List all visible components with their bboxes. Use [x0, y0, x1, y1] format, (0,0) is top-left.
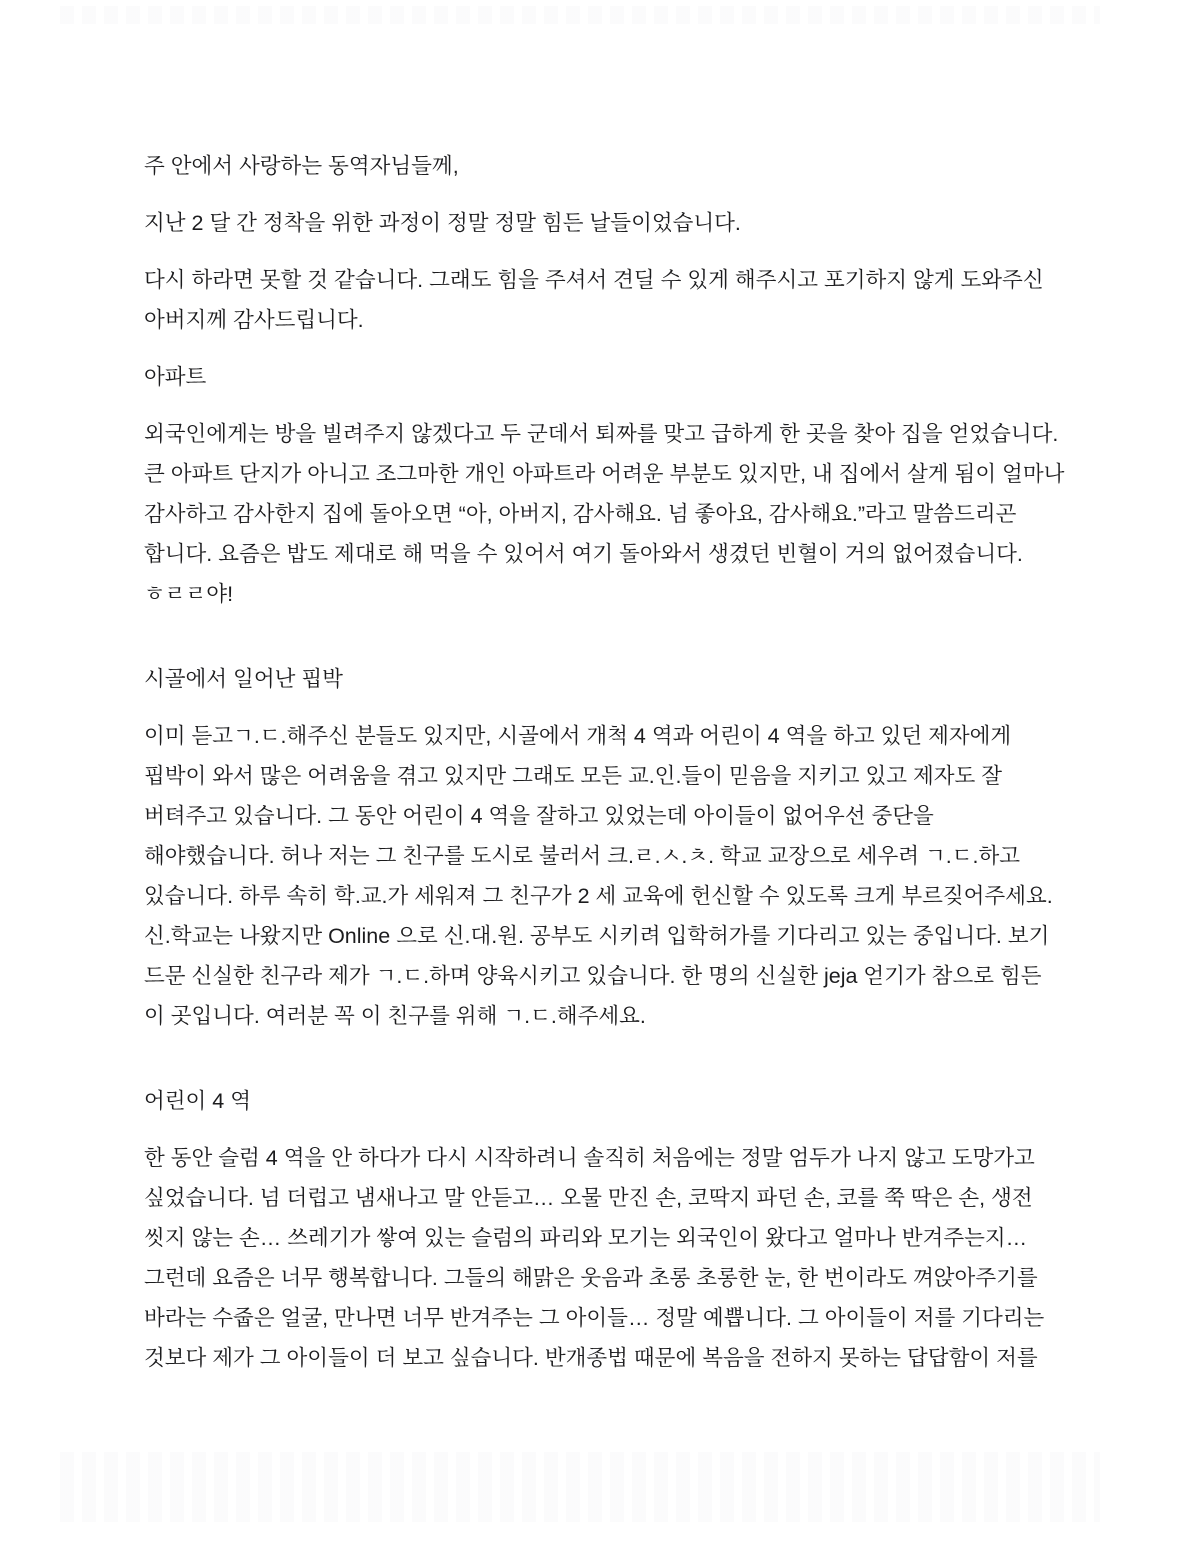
document-body	[144, 146, 1071, 1378]
section-heading: 아파트	[144, 365, 207, 389]
body-paragraph: 외국인에게는 방을 빌려주지 않겠다고 두 군데서 퇴짜를 맞고 급하게 한 곳을 찾아 집을 얻었습니다. 큰 아파트 단지가 아니고 조그마한 개인 아파트라 어려운 부분도 있지만, 내 집에서 살게 됨이 얼마나 감사하고 감사한지 집에 돌아오면 “아, 아버지, 감사해요. 넘 좋아요, 감사해요.”라고 말씀드리곤 합니다. 요즘은 밥도 제대로 해 먹을 수 있어서 여기 돌아와서 생겼던 빈혈이 거의 없어졌습니다. ㅎㄹㄹ야!	[144, 422, 1071, 606]
body-paragraph: 다시 하라면 못할 것 같습니다. 그래도 힘을 주셔서 견딜 수 있게 해주시고 포기하지 않게 도와주신 아버지께 감사드립니다.	[144, 268, 1050, 332]
body-paragraph: 한 동안 슬럼 4 역을 안 하다가 다시 시작하려니 솔직히 처음에는 정말 엄두가 나지 않고 도망가고 싶었습니다. 넘 더럽고 냄새나고 말 안듣고… 오물 만진 손, 코딱지 파던 손, 코를 쭉 딱은 손, 생전 씻지 않는 손… 쓰레기가 쌓여 있는 슬럼의 파리와 모기는 외국인이 왔다고 얼마나 반겨주는지… 그런데 요즘은 너무 행복합니다. 그들의 해맑은 웃음과 초롱 초롱한 눈, 한 번이라도 껴앉아주기를 바라는 수줍은 얼굴, 만나면 너무 반겨주는 그 아이들… 정말 예쁩니다. 그 아이들이 저를 기다리는 것보다 제가 그 아이들이 더 보고 싶습니다. 반개종법 때문에 복음을 전하지 못하는 답답함이 저를	[144, 1146, 1051, 1370]
body-paragraph: 이미 듣고ㄱ.ㄷ.해주신 분들도 있지만, 시골에서 개척 4 역과 어린이 4 역을 하고 있던 제자에게 핍박이 와서 많은 어려움을 겪고 있지만 그래도 모든 교.인.들이 믿음을 지키고 있고 제자도 잘 버텨주고 있습니다. 그 동안 어린이 4 역을 잘하고 있었는데 아이들이 없어우선 중단을 해야했습니다. 허나 저는 그 친구를 도시로 불러서 크.ㄹ.ㅅ.ㅊ. 학교 교장으로 세우려 ㄱ.ㄷ.하고 있습니다. 하루 속히 학.교.가 세워져 그 친구가 2 세 교육에 헌신할 수 있도록 크게 부르짖어주세요. 신.학교는 나왔지만 Online 으로 신.대.원. 공부도 시키려 입학허가를 기다리고 있는 중입니다. 보기 드문 신실한 친구라 제가 ㄱ.ㄷ.하며 양육시키고 있습니다. 한 명의 신실한 jeja 얻기가 참으로 힘든 이 곳입니다. 여러분 꼭 이 친구를 위해 ㄱ.ㄷ.해주세요.	[144, 724, 1059, 1028]
section-heading: 시골에서 일어난 핍박	[144, 667, 343, 691]
section-heading: 어린이 4 역	[144, 1089, 251, 1113]
body-paragraph: 지난 2 달 간 정착을 위한 과정이 정말 정말 힘든 날들이었습니다.	[144, 211, 741, 235]
page-bleed-artifact-bottom	[60, 1452, 1100, 1522]
page-bleed-artifact-top	[60, 6, 1100, 24]
body-paragraph: 주 안에서 사랑하는 동역자님들께,	[144, 154, 459, 178]
